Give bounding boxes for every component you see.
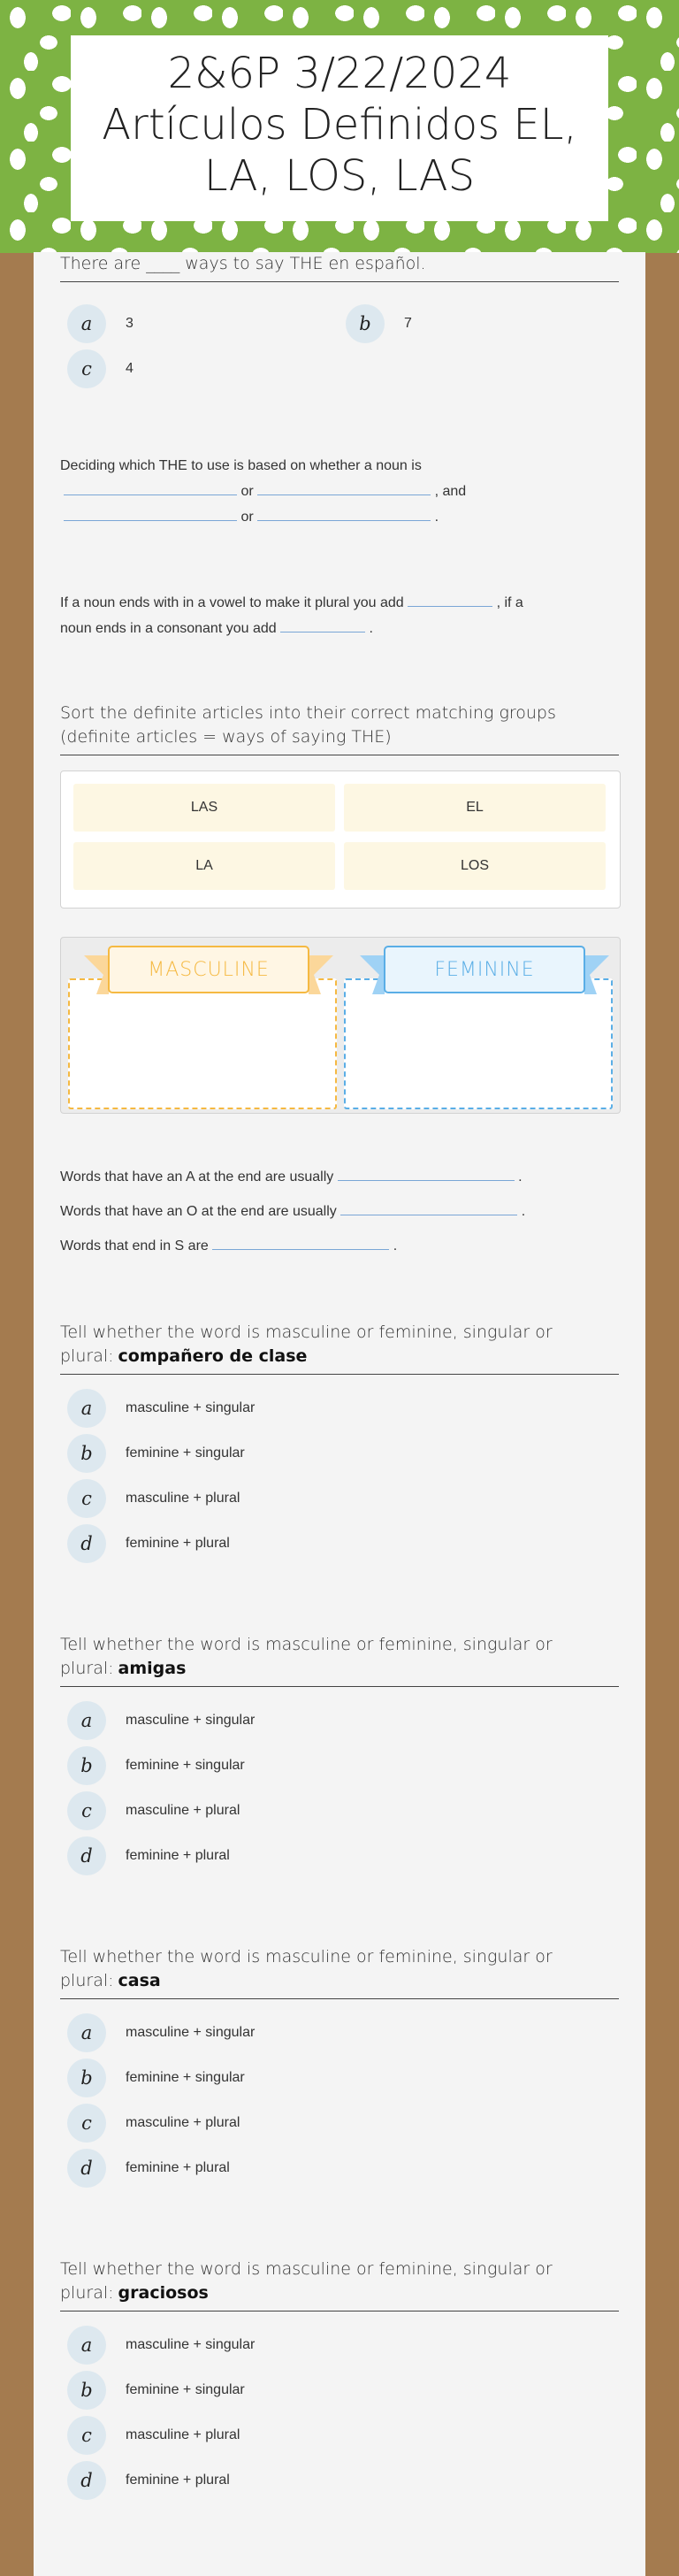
- option-c-badge: c: [67, 349, 106, 388]
- mc-question-2-prompt: [60, 1633, 619, 1687]
- option-a-text: masculine + singular: [126, 1713, 256, 1728]
- tile-los[interactable]: LOS: [344, 842, 606, 890]
- masculine-label: MASCULINE: [148, 958, 270, 981]
- option-a-badge: a: [67, 1701, 106, 1740]
- option-c-text: masculine + plural: [126, 2427, 240, 2442]
- option-b-text: feminine + singular: [126, 1758, 245, 1773]
- blank-2[interactable]: [257, 479, 431, 495]
- mc-question-text: Tell whether the word is masculine or feminine, singular or plural:: [60, 1322, 553, 1366]
- mc-question-text: Tell whether the word is masculine or feminine, singular or plural:: [60, 1947, 553, 1990]
- mc-question-3-option-c[interactable]: [67, 2104, 240, 2143]
- feminine-drop-zone[interactable]: [344, 978, 613, 1109]
- mc-question-1-option-d[interactable]: [67, 1524, 230, 1563]
- option-d-text: feminine + plural: [126, 2472, 230, 2488]
- mc-question-4-option-c[interactable]: [67, 2416, 240, 2455]
- option-a-badge: a: [67, 304, 106, 343]
- option-a-badge: a: [67, 1389, 106, 1428]
- question-1-option-b[interactable]: [346, 304, 412, 343]
- worksheet-paper: [34, 252, 645, 2576]
- option-a-text: 3: [126, 316, 134, 331]
- mc-question-word: amigas: [118, 1659, 187, 1678]
- mc-question-4-option-a[interactable]: [67, 2326, 255, 2365]
- mc-question-4-prompt: [60, 2258, 619, 2312]
- blank-8[interactable]: [340, 1199, 517, 1215]
- mc-question-text: Tell whether the word is masculine or feminine, singular or plural:: [60, 1635, 553, 1678]
- option-a-badge: a: [67, 2326, 106, 2365]
- option-b-text: feminine + singular: [126, 2382, 245, 2397]
- option-d-text: feminine + plural: [126, 1536, 230, 1551]
- blank-9[interactable]: [212, 1233, 389, 1250]
- mc-question-word: graciosos: [118, 2283, 209, 2303]
- mc-question-text: Tell whether the word is masculine or feminine, singular or plural:: [60, 2259, 553, 2303]
- mc-question-3-option-a[interactable]: [67, 2013, 255, 2052]
- page-title-line-3: LA, LOS, LAS: [203, 151, 476, 201]
- option-c-text: masculine + plural: [126, 1491, 240, 1506]
- mc-question-2-option-d[interactable]: [67, 1836, 230, 1875]
- option-a-text: masculine + singular: [126, 1400, 256, 1415]
- header-banner: [0, 0, 679, 253]
- option-c-text: 4: [126, 361, 134, 376]
- mc-question-1-option-a[interactable]: [67, 1389, 255, 1428]
- question-5-text: Words that have an A at the end are usually . Words that have an O at the end are usually . Words that end in S are .: [60, 1160, 619, 1263]
- blank-4[interactable]: [257, 504, 431, 521]
- tile-las[interactable]: LAS: [73, 784, 335, 832]
- option-b-text: 7: [404, 316, 412, 331]
- option-a-badge: a: [67, 2013, 106, 2052]
- option-b-badge: b: [67, 1434, 106, 1473]
- page-title-line-2: Artículos Definidos EL,: [102, 100, 577, 150]
- option-c-text: masculine + plural: [126, 1803, 240, 1818]
- mc-question-3-option-d[interactable]: [67, 2149, 230, 2188]
- question-1-prompt: There are ____ ways to say THE en español.: [60, 252, 619, 282]
- question-1-option-a[interactable]: [67, 304, 134, 343]
- feminine-label: FEMININE: [434, 958, 535, 981]
- mc-question-3-option-b[interactable]: [67, 2058, 245, 2097]
- page-title-line-1: 2&6P 3/22/2024: [167, 49, 512, 98]
- title-card: [71, 35, 608, 221]
- option-a-text: masculine + singular: [126, 2025, 256, 2040]
- mc-question-1-option-c[interactable]: [67, 1479, 240, 1518]
- option-a-text: masculine + singular: [126, 2337, 256, 2352]
- option-c-badge: c: [67, 2104, 106, 2143]
- tile-la[interactable]: LA: [73, 842, 335, 890]
- sort-groups-box: [60, 937, 621, 1114]
- blank-7[interactable]: [338, 1164, 515, 1181]
- option-d-badge: d: [67, 1524, 106, 1563]
- option-b-badge: b: [67, 2058, 106, 2097]
- sort-tiles-box: [60, 770, 621, 908]
- blank-3[interactable]: [64, 504, 237, 521]
- option-c-badge: c: [67, 1791, 106, 1830]
- question-3-text: If a noun ends with in a vowel to make it plural you add , if a noun ends in a consonant you add .: [60, 590, 619, 641]
- question-4-prompt: Sort the definite articles into their correct matching groups (definite articles = ways of saying THE): [60, 702, 619, 755]
- mc-question-word: compañero de clase: [118, 1346, 308, 1366]
- mc-question-2-option-a[interactable]: [67, 1701, 255, 1740]
- option-d-text: feminine + plural: [126, 1848, 230, 1863]
- tile-el[interactable]: EL: [344, 784, 606, 832]
- mc-question-word: casa: [118, 1971, 161, 1990]
- mc-question-1-option-b[interactable]: [67, 1434, 245, 1473]
- mc-question-1-prompt: [60, 1321, 619, 1375]
- question-1-option-c[interactable]: [67, 349, 134, 388]
- option-c-badge: c: [67, 2416, 106, 2455]
- blank-1[interactable]: [64, 479, 237, 495]
- mc-question-2-option-c[interactable]: [67, 1791, 240, 1830]
- blank-5[interactable]: [408, 590, 492, 607]
- option-d-badge: d: [67, 2461, 106, 2500]
- option-c-badge: c: [67, 1479, 106, 1518]
- option-c-text: masculine + plural: [126, 2115, 240, 2130]
- option-b-badge: b: [67, 2371, 106, 2410]
- option-d-text: feminine + plural: [126, 2160, 230, 2175]
- option-b-text: feminine + singular: [126, 2070, 245, 2085]
- mc-question-2-option-b[interactable]: [67, 1746, 245, 1785]
- mc-question-4-option-d[interactable]: [67, 2461, 230, 2500]
- masculine-drop-zone[interactable]: [68, 978, 337, 1109]
- mc-question-4-option-b[interactable]: [67, 2371, 245, 2410]
- question-2-text: Deciding which THE to use is based on whether a noun is or , and or .: [60, 458, 467, 525]
- blank-6[interactable]: [280, 616, 365, 632]
- option-d-badge: d: [67, 1836, 106, 1875]
- option-b-text: feminine + singular: [126, 1445, 245, 1460]
- mc-question-3-prompt: [60, 1945, 619, 1999]
- option-b-badge: b: [346, 304, 385, 343]
- option-b-badge: b: [67, 1746, 106, 1785]
- option-d-badge: d: [67, 2149, 106, 2188]
